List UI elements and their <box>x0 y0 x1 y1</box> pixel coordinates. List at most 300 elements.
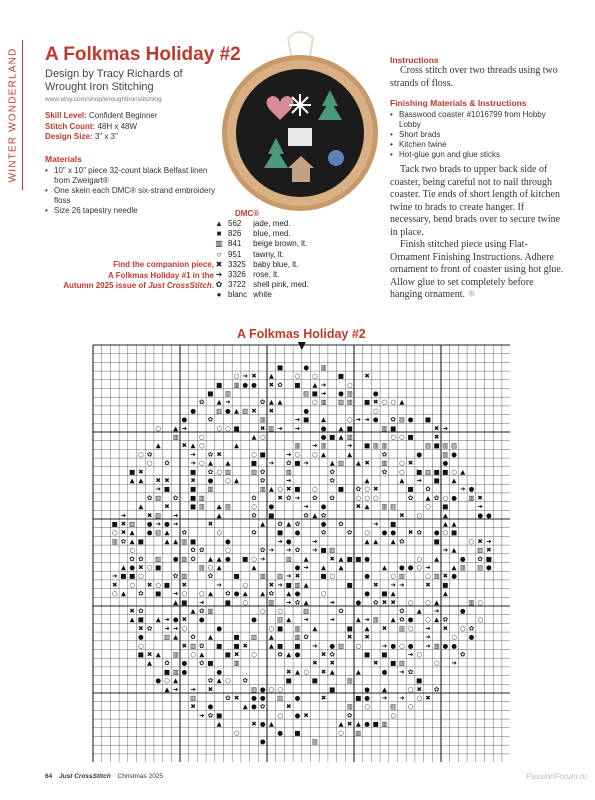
stitch-symbol: ▲ <box>286 615 292 624</box>
stitch-symbol: ▲ <box>321 563 327 572</box>
stitch-symbol: ○ <box>242 598 249 607</box>
stitch-symbol: ○ <box>416 650 423 659</box>
stitch-symbol: ✖ <box>146 511 153 520</box>
stitch-symbol: ▲ <box>207 554 213 563</box>
stitch-symbol: ● <box>399 563 405 572</box>
stitch-symbol: ● <box>251 615 257 624</box>
stitch-symbol: ▲ <box>286 650 292 659</box>
stitch-symbol: ● <box>172 554 179 563</box>
stitch-symbol: ✖ <box>251 406 257 415</box>
stitch-symbol: ▲ <box>129 476 135 485</box>
stitch-symbol: ▲ <box>329 667 335 676</box>
stitch-symbol: ➜ <box>216 580 222 589</box>
stitch-symbol: ○ <box>198 441 205 450</box>
stitch-symbol: ✿ <box>242 676 248 685</box>
stitch-symbol: ✖ <box>181 615 188 624</box>
stitch-symbol: ➜ <box>346 441 353 450</box>
stitch-symbol: ✖ <box>259 424 266 433</box>
stitch-symbol: ✖ <box>120 519 127 528</box>
stitch-symbol: ○ <box>225 476 231 485</box>
stitch-symbol: ○ <box>390 398 396 407</box>
stitch-symbol: ● <box>190 406 196 415</box>
stitch-symbol: ○ <box>225 676 231 685</box>
key-code: 951 <box>228 249 242 259</box>
stitch-symbol: ▲ <box>225 459 231 468</box>
stitch-symbol: ✖ <box>373 398 379 407</box>
materials-section <box>45 154 220 216</box>
stitch-symbol: ✿ <box>373 598 379 607</box>
stitch-symbol: ○ <box>277 711 283 720</box>
stitch-symbol: ➜ <box>399 667 405 676</box>
stitch-symbol: ▥ <box>372 441 379 450</box>
stitch-symbol: ▥ <box>294 633 301 642</box>
stitch-symbol: ● <box>294 563 301 572</box>
stitch-symbol: ✖ <box>329 659 335 668</box>
stitch-symbol: ○ <box>425 502 431 511</box>
stitch-symbol: ■ <box>424 415 432 424</box>
stitch-symbol: ■ <box>433 476 440 485</box>
key-symbol: ○ <box>216 249 222 259</box>
stitch-symbol: ▲ <box>321 450 327 459</box>
stitch-symbol: ▲ <box>321 415 327 424</box>
stitch-symbol: ✖ <box>373 580 379 589</box>
stitch-symbol: ➜ <box>442 424 449 433</box>
stitch-symbol: ■ <box>233 641 240 650</box>
stitch-symbol: ✿ <box>207 572 214 581</box>
stitch-symbol: ➜ <box>399 693 405 702</box>
stitch-symbol: ○ <box>355 641 362 650</box>
ornament-photo <box>218 28 383 213</box>
magazine-name: Just CrossStitch <box>59 773 111 780</box>
stitch-symbol: ■ <box>442 502 449 511</box>
stitch-symbol: ○ <box>364 528 370 537</box>
companion-callout: Find the companion piece, A Folkmas Holiday #1 in the Autumn 2025 issue of Just CrossStitch. <box>63 260 214 290</box>
stitch-symbol: ■ <box>181 598 188 607</box>
stitch-symbol: ■ <box>311 389 318 398</box>
stitch-symbol: ▥ <box>276 693 284 702</box>
stitch-symbol: ■ <box>276 528 284 537</box>
stitch-count: Stitch Count: 48H x 48W <box>45 121 138 131</box>
stitch-symbol: ○ <box>312 398 318 407</box>
stitch-symbol: ✖ <box>155 476 161 485</box>
stitch-symbol: ▥ <box>372 615 379 624</box>
page-footer <box>45 773 163 780</box>
stitch-symbol: ➜ <box>433 606 440 615</box>
center-marker-top <box>298 342 306 350</box>
stitch-symbol: ✖ <box>303 711 309 720</box>
stitch-symbol: ✖ <box>251 720 257 729</box>
stitch-symbol: ▥ <box>390 502 397 511</box>
stitch-symbol: ○ <box>277 606 283 615</box>
stitch-symbol: ● <box>407 563 414 572</box>
stitch-symbol: ▲ <box>216 563 222 572</box>
stitch-symbol: ■ <box>189 537 197 546</box>
stitch-symbol: ▲ <box>338 720 344 729</box>
stitch-symbol: ■ <box>346 424 353 433</box>
stitch-symbol: ✿ <box>277 380 283 389</box>
stitch-symbol: ➜ <box>199 598 205 607</box>
stitch-symbol: ○ <box>225 546 231 555</box>
stitch-symbol: ○ <box>198 589 205 598</box>
stitch-symbol: ▥ <box>346 398 353 407</box>
stitch-symbol: ▥ <box>155 511 162 520</box>
stitch-symbol: ■ <box>207 659 214 668</box>
key-table <box>213 219 312 301</box>
stitch-symbol: ○ <box>416 554 423 563</box>
stitch-symbol: ● <box>225 406 231 415</box>
stitch-symbol: ▲ <box>216 720 222 729</box>
stitch-symbol: ▲ <box>234 406 240 415</box>
stitch-symbol: ▥ <box>250 685 258 694</box>
stitch-symbol: ■ <box>207 389 214 398</box>
stitch-symbol: ● <box>294 711 301 720</box>
stitch-symbol: ✿ <box>312 493 318 502</box>
side-divider <box>22 40 23 190</box>
stitch-symbol: ✖ <box>320 693 327 702</box>
stitch-symbol: ✿ <box>442 615 449 624</box>
stitch-symbol: ● <box>381 528 388 537</box>
stitch-symbol: ○ <box>346 415 353 424</box>
stitch-symbol: ● <box>486 563 492 572</box>
stitch-symbol: ■ <box>294 459 301 468</box>
stitch-symbol: ▥ <box>181 572 188 581</box>
stitch-symbol: ✿ <box>207 711 214 720</box>
stitch-symbol: ➜ <box>277 580 283 589</box>
stitch-symbol: ● <box>251 693 257 702</box>
stitch-symbol: ○ <box>138 641 144 650</box>
stitch-symbol: ▲ <box>286 519 292 528</box>
stitch-symbol: ○ <box>138 572 144 581</box>
stitch-symbol: ✿ <box>259 398 266 407</box>
stitch-symbol: ➜ <box>312 641 318 650</box>
stitch-symbol: ✖ <box>181 641 188 650</box>
stitch-symbol: ✿ <box>329 467 335 476</box>
stitch-symbol: ▲ <box>268 398 274 407</box>
stitch-symbol: ▲ <box>303 580 309 589</box>
watermark: PassionForum.ru <box>526 772 587 781</box>
stitch-symbol: ✿ <box>277 519 283 528</box>
stitch-symbol: ✖ <box>164 502 170 511</box>
stitch-symbol: ▲ <box>460 467 466 476</box>
stitch-symbol: ▲ <box>442 519 448 528</box>
stitch-symbol: ✖ <box>129 606 135 615</box>
stitch-symbol: ○ <box>399 432 405 441</box>
key-row <box>213 250 312 260</box>
stitch-symbol: ✿ <box>259 702 266 711</box>
key-color-name: tawny, lt. <box>253 249 285 259</box>
stitch-symbol: ○ <box>468 537 475 546</box>
stitch-symbol: ▥ <box>294 441 301 450</box>
stitch-symbol: ○ <box>111 589 118 598</box>
stitch-symbol: ▥ <box>346 432 353 441</box>
stitch-symbol: ▥ <box>398 572 405 581</box>
stitch-symbol: ▲ <box>207 589 213 598</box>
stitch-symbol: ✿ <box>303 511 309 520</box>
stitch-symbol: ▥ <box>242 406 249 415</box>
stitch-symbol: ➜ <box>425 641 431 650</box>
stitch-symbol: ▲ <box>173 598 179 607</box>
stitch-symbol: ○ <box>477 615 483 624</box>
stitch-symbol: ▥ <box>424 467 432 476</box>
stitch-symbol: ▲ <box>164 537 170 546</box>
stitch-symbol: ○ <box>433 659 440 668</box>
stitch-symbol: ✿ <box>268 589 275 598</box>
stitch-symbol: ▲ <box>268 372 274 381</box>
stitch-symbol: ● <box>372 389 379 398</box>
stitch-symbol: ○ <box>312 450 318 459</box>
stitch-symbol: ○ <box>216 424 222 433</box>
stitch-symbol: ● <box>451 450 457 459</box>
stitch-symbol: ▲ <box>399 476 405 485</box>
stitch-symbol: ✿ <box>320 511 327 520</box>
stitch-symbol: ● <box>433 528 440 537</box>
floss-key <box>213 209 312 301</box>
stitch-symbol: ○ <box>277 685 283 694</box>
stitch-symbol: ○ <box>425 615 431 624</box>
stitch-symbol: ■ <box>337 372 345 381</box>
stitch-symbol: ➜ <box>286 572 292 581</box>
stitch-symbol: ✖ <box>207 685 214 694</box>
stitch-symbol: ▲ <box>434 598 440 607</box>
stitch-symbol: ▥ <box>450 441 458 450</box>
stitch-symbol: ▥ <box>207 606 214 615</box>
stitch-symbol: ✿ <box>164 659 170 668</box>
stitch-symbol: ■ <box>433 467 440 476</box>
stitch-symbol: ✿ <box>207 676 214 685</box>
stitch-symbol: ■ <box>294 641 301 650</box>
stitch-symbol: ✿ <box>425 485 431 494</box>
stitch-symbol: ▥ <box>337 641 345 650</box>
key-color-name: rose, lt. <box>253 270 280 280</box>
stitch-symbol: ● <box>390 528 396 537</box>
stitch-symbol: ○ <box>355 493 362 502</box>
stitch-symbol: ■ <box>450 528 458 537</box>
stitch-symbol: ✖ <box>190 476 196 485</box>
stitch-symbol: ▲ <box>338 563 344 572</box>
stitch-symbol: ▥ <box>181 537 188 546</box>
stitch-symbol: ✖ <box>433 424 440 433</box>
stitch-symbol: ● <box>451 572 457 581</box>
stitch-symbol: ○ <box>198 459 205 468</box>
skill-level: Skill Level: Confident Beginner <box>45 111 158 120</box>
stitch-symbol: ■ <box>129 467 136 476</box>
stitch-symbol: ■ <box>485 554 492 563</box>
stitch-symbol: ○ <box>372 493 379 502</box>
stitch-symbol: ✖ <box>355 502 362 511</box>
stitch-symbol: ▲ <box>338 424 344 433</box>
stitch-symbol: ○ <box>346 380 353 389</box>
stitch-symbol: ○ <box>190 650 196 659</box>
stitch-symbol: ✿ <box>399 615 405 624</box>
stitch-symbol: ▲ <box>390 537 396 546</box>
stitch-symbol: ● <box>338 389 344 398</box>
stitch-symbol: ● <box>451 641 457 650</box>
stitch-symbol: ● <box>451 493 457 502</box>
key-row <box>213 290 312 300</box>
stitch-symbol: ■ <box>163 580 171 589</box>
stitch-symbol: ■ <box>390 424 397 433</box>
stitch-symbol: ■ <box>363 650 371 659</box>
stitch-symbol: ● <box>364 554 370 563</box>
stitch-symbol: ✿ <box>190 554 196 563</box>
stitch-symbol: ● <box>364 589 370 598</box>
stitch-symbol: ● <box>407 415 414 424</box>
stitch-symbol: ✖ <box>399 511 405 520</box>
stitch-symbol: ✿ <box>120 537 127 546</box>
stitch-symbol: ■ <box>363 398 371 407</box>
stitch-symbol: ▥ <box>155 528 162 537</box>
stitch-symbol: ▲ <box>434 554 440 563</box>
stitch-symbol: ▲ <box>294 667 300 676</box>
stitch-symbol: ● <box>320 519 327 528</box>
stitch-symbol: ■ <box>346 554 353 563</box>
stitch-symbol: ▥ <box>276 572 284 581</box>
finishing-paragraph-2: Finish stitched piece using Flat-Ornament Finishing Instructions. Adhere ornament to front of coaster using hot glue. Allow glue to set completely before hanging ornament. ❄ <box>390 239 564 300</box>
stitch-symbol: ▥ <box>424 441 432 450</box>
stitch-symbol: ✿ <box>259 476 266 485</box>
stitch-symbol: ▥ <box>294 624 301 633</box>
stitch-symbol: ○ <box>312 372 318 381</box>
stitch-symbol: ➜ <box>259 554 266 563</box>
key-code: blanc <box>228 290 248 300</box>
stitch-symbol: ○ <box>268 685 275 694</box>
stitch-symbol: ➜ <box>164 624 170 633</box>
stitch-symbol: ▥ <box>311 737 318 746</box>
stitch-symbol: ✖ <box>486 546 492 555</box>
list-item: • Kitchen twine <box>390 140 565 150</box>
stitch-symbol: ➜ <box>286 450 292 459</box>
stitch-symbol: ■ <box>242 554 249 563</box>
stitch-symbol: ➜ <box>381 641 388 650</box>
stitch-symbol: ▥ <box>198 502 205 511</box>
stitch-symbol: ✿ <box>294 519 301 528</box>
stitch-symbol: ✿ <box>320 528 327 537</box>
stitch-symbol: ■ <box>381 650 388 659</box>
stitch-symbol: ▥ <box>346 676 353 685</box>
key-row <box>213 219 312 229</box>
stitch-symbol: ○ <box>320 589 327 598</box>
stitch-symbol: ○ <box>407 702 414 711</box>
designer-url: www.etsy.com/shop/wroughtironstitching <box>45 96 162 103</box>
stitch-symbol: ▲ <box>164 528 170 537</box>
stitch-symbol: ▥ <box>233 380 240 389</box>
stitch-symbol: ✖ <box>442 624 449 633</box>
stitch-symbol: ● <box>146 528 153 537</box>
stitch-symbol: ▲ <box>277 398 283 407</box>
stitch-symbol: ✖ <box>329 554 335 563</box>
stitch-symbol: ○ <box>207 563 214 572</box>
stitch-symbol: ➜ <box>486 537 492 546</box>
stitch-symbol: ● <box>294 528 301 537</box>
key-symbol: ▲ <box>215 219 223 228</box>
stitch-symbol: ▥ <box>303 389 310 398</box>
stitch-symbol: ✿ <box>129 554 135 563</box>
stitch-symbol: ✿ <box>346 528 353 537</box>
stitch-symbol: ✖ <box>181 580 188 589</box>
stitch-symbol: ✿ <box>251 511 257 520</box>
stitch-symbol: ○ <box>407 685 414 694</box>
stitch-symbol: ✿ <box>294 546 301 555</box>
stitch-symbol: ● <box>259 720 266 729</box>
stitch-symbol: ✖ <box>286 667 292 676</box>
stitch-symbol: ✿ <box>433 493 440 502</box>
stitch-symbol: ▥ <box>337 459 345 468</box>
stitch-symbol: ✖ <box>477 537 483 546</box>
instructions-heading: Instructions <box>390 55 439 65</box>
cross-stitch-chart <box>90 342 510 762</box>
stitch-symbol: ▥ <box>216 406 223 415</box>
stitch-symbol: ● <box>364 685 370 694</box>
stitch-symbol: ✿ <box>259 546 266 555</box>
stitch-symbol: ▲ <box>138 476 144 485</box>
stitch-symbol: ✿ <box>329 650 335 659</box>
stitch-symbol: ▥ <box>442 441 449 450</box>
stitch-symbol: ➜ <box>172 624 179 633</box>
stitch-symbol: ▲ <box>234 441 240 450</box>
stitch-symbol: ✖ <box>477 493 483 502</box>
stitch-symbol: ✿ <box>207 467 214 476</box>
stitch-symbol: ● <box>442 641 449 650</box>
stitch-symbol: ▲ <box>251 563 257 572</box>
stitch-symbol: ➜ <box>190 685 196 694</box>
stitch-symbol: ✖ <box>190 702 196 711</box>
stitch-symbol: ■ <box>294 485 301 494</box>
stitch-symbol: ✿ <box>251 528 257 537</box>
stitch-symbol: ■ <box>276 624 284 633</box>
stitch-symbol: ■ <box>363 441 371 450</box>
stitch-symbol: ○ <box>181 589 188 598</box>
stitch-symbol: ✖ <box>251 372 257 381</box>
stitch-symbol: ● <box>285 537 292 546</box>
stitch-symbol: ■ <box>372 720 379 729</box>
stitch-symbol: ○ <box>312 485 318 494</box>
stitch-symbol: ➜ <box>172 685 179 694</box>
stitch-symbol: ○ <box>459 624 466 633</box>
stitch-symbol: ▥ <box>181 554 188 563</box>
stitch-symbol: ➜ <box>312 441 318 450</box>
stitch-symbol: ▲ <box>399 398 405 407</box>
stitch-symbol: ➜ <box>190 459 196 468</box>
stitch-symbol: ✿ <box>346 711 353 720</box>
stitch-symbol: ➜ <box>181 424 188 433</box>
stitch-symbol: ○ <box>372 406 379 415</box>
stitch-symbol: ■ <box>407 485 414 494</box>
stitch-symbol: ✿ <box>199 659 205 668</box>
stitch-symbol: ✖ <box>364 459 370 468</box>
key-color-name: jade, med. <box>253 219 291 228</box>
stitch-symbol: ○ <box>364 702 370 711</box>
stitch-symbol: ✿ <box>190 546 196 555</box>
stitch-symbol: ■ <box>416 467 423 476</box>
stitch-symbol: ➜ <box>268 546 275 555</box>
stitch-symbol: ✿ <box>138 554 144 563</box>
key-symbol: ➜ <box>215 270 223 280</box>
stitch-symbol: ▥ <box>337 398 345 407</box>
stitch-symbol: ▲ <box>268 641 274 650</box>
stitch-symbol: ■ <box>216 641 223 650</box>
stitch-symbol: ▥ <box>268 598 275 607</box>
stitch-symbol: ➜ <box>277 424 283 433</box>
stitch-symbol: ▲ <box>173 537 179 546</box>
stitch-symbol: ▥ <box>346 702 353 711</box>
stitch-symbol: ○ <box>390 572 396 581</box>
stitch-symbol: ▲ <box>434 615 440 624</box>
stitch-symbol: ▲ <box>381 685 387 694</box>
stitch-symbol: ● <box>207 476 214 485</box>
stitch-symbol: ➜ <box>416 476 422 485</box>
stitch-symbol: ▲ <box>425 493 431 502</box>
stitch-symbol: ▲ <box>312 380 318 389</box>
